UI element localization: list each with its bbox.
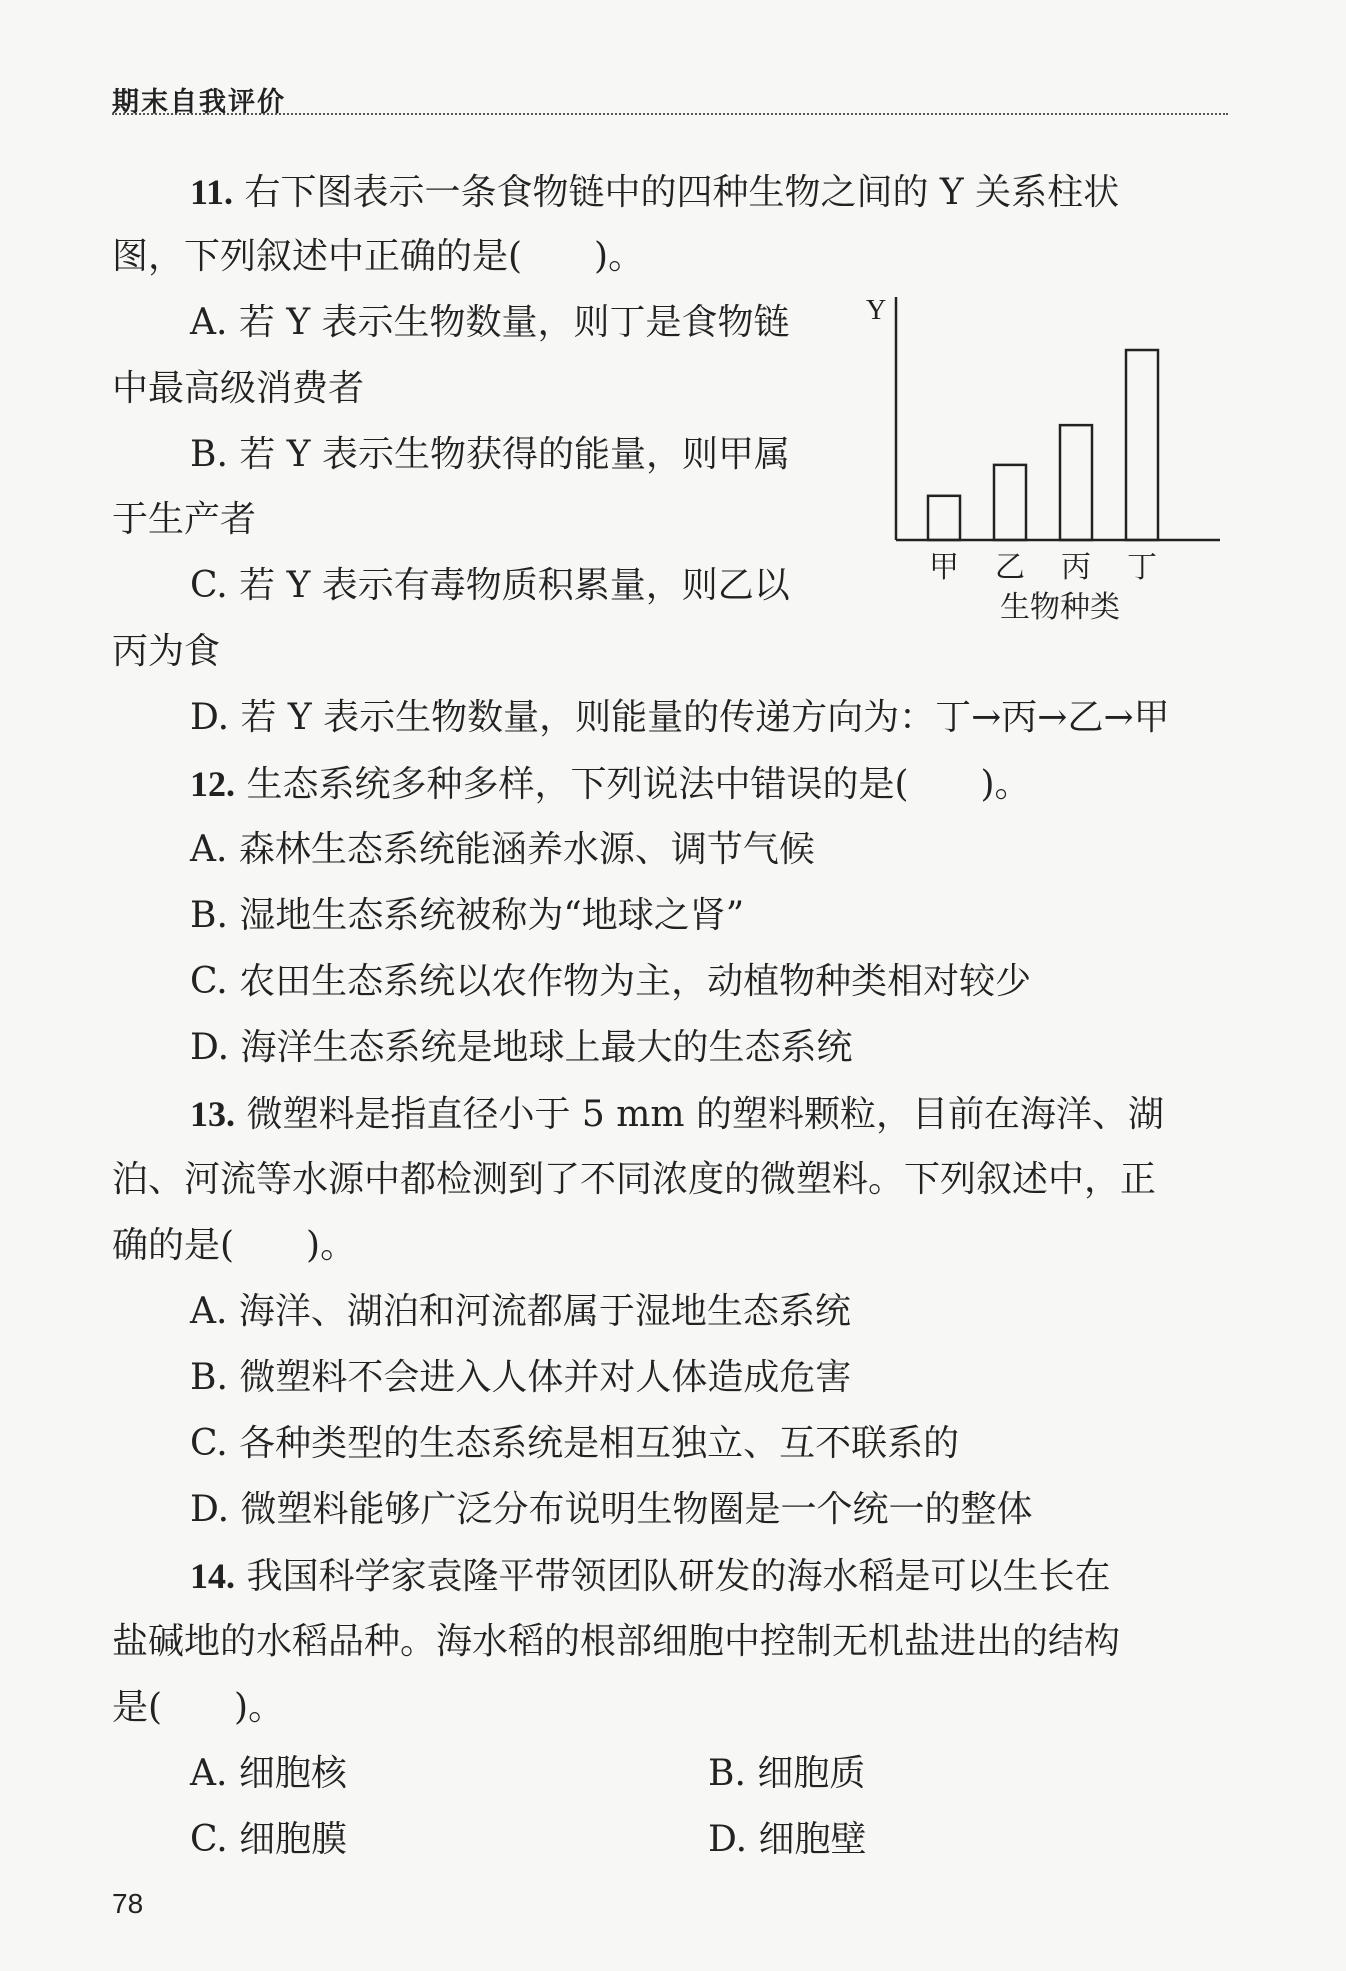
q13-number: 13.	[190, 1094, 235, 1134]
bar-chart	[860, 285, 1230, 635]
q13-stem-line1	[190, 1094, 1164, 1135]
q11-option-b: B. 若 Y 表示生物获得的能量，则甲属	[190, 434, 790, 475]
q11-option-c: C. 若 Y 表示有毒物质积累量，则乙以	[190, 565, 790, 606]
q11-number: 11.	[190, 172, 234, 212]
bar-group	[928, 350, 1158, 540]
x-tick-label-4: 丁	[1127, 550, 1157, 585]
q13-stem-line3: 确的是( )。	[112, 1225, 357, 1266]
q11-option-a: A. 若 Y 表示生物数量，则丁是食物链	[190, 302, 790, 343]
q12-option-a: A. 森林生态系统能涵养水源、调节气候	[190, 829, 815, 870]
q12-option-c: C. 农田生态系统以农作物为主，动植物种类相对较少	[190, 961, 1032, 1002]
q11-stem-line1	[190, 172, 1119, 213]
page-number: 78	[112, 1888, 144, 1919]
q14-option-a: A. 细胞核	[190, 1753, 347, 1794]
y-axis-label: Y	[866, 295, 887, 326]
x-axis-label: 生物种类	[1000, 590, 1120, 625]
q11-stem-line2: 图，下列叙述中正确的是( )。	[112, 236, 645, 277]
q14-stem-line3: 是( )。	[112, 1687, 285, 1728]
x-tick-label-3: 丙	[1061, 550, 1091, 585]
q14-number: 14.	[190, 1556, 235, 1596]
q12-number: 12.	[190, 764, 235, 804]
bar-4	[1126, 350, 1158, 540]
q13-stem-text: 微塑料是指直径小于 5 mm 的塑料颗粒，目前在海洋、湖	[246, 1094, 1164, 1135]
q11-option-b-cont: 于生产者	[112, 499, 257, 540]
q14-option-b: B. 细胞质	[708, 1753, 866, 1794]
q11-option-a-cont: 中最高级消费者	[112, 368, 365, 409]
x-tick-label-1: 甲	[929, 550, 959, 585]
q12-option-d: D. 海洋生态系统是地球上最大的生态系统	[190, 1027, 853, 1068]
bar-3	[1060, 425, 1092, 540]
q14-stem-line2: 盐碱地的水稻品种。海水稻的根部细胞中控制无机盐进出的结构	[112, 1621, 1121, 1662]
q14-stem-text: 我国科学家袁隆平带领团队研发的海水稻是可以生长在	[246, 1556, 1111, 1597]
q13-option-a: A. 海洋、湖泊和河流都属于湿地生态系统	[190, 1291, 851, 1332]
bar-2	[994, 465, 1026, 540]
q14-stem-line1	[190, 1556, 1110, 1597]
q13-option-b: B. 微塑料不会进入人体并对人体造成危害	[190, 1357, 852, 1398]
q11-option-c-cont: 丙为食	[112, 631, 221, 672]
bar-1	[928, 496, 960, 540]
q11-option-d: D. 若 Y 表示生物数量，则能量的传递方向为：丁→丙→乙→甲	[190, 697, 1170, 738]
q11-stem-text: 右下图表示一条食物链中的四种生物之间的 Y 关系柱状	[244, 172, 1120, 213]
q13-stem-line2: 泊、河流等水源中都检测到了不同浓度的微塑料。下列叙述中，正	[112, 1159, 1157, 1200]
q14-option-c: C. 细胞膜	[190, 1819, 348, 1860]
q14-option-d: D. 细胞壁	[708, 1819, 867, 1860]
q12-stem	[190, 764, 1031, 805]
q13-option-d: D. 微塑料能够广泛分布说明生物圈是一个统一的整体	[190, 1489, 1033, 1530]
x-tick-label-2: 乙	[995, 550, 1025, 585]
q12-option-b: B. 湿地生态系统被称为“地球之肾”	[190, 895, 745, 936]
x-tick-labels	[929, 550, 1157, 585]
q12-stem-text: 生态系统多种多样，下列说法中错误的是( )。	[246, 764, 1031, 805]
header-divider	[112, 113, 1228, 115]
q13-option-c: C. 各种类型的生态系统是相互独立、互不联系的	[190, 1423, 960, 1464]
page-header-title: 期末自我评价	[112, 87, 286, 118]
